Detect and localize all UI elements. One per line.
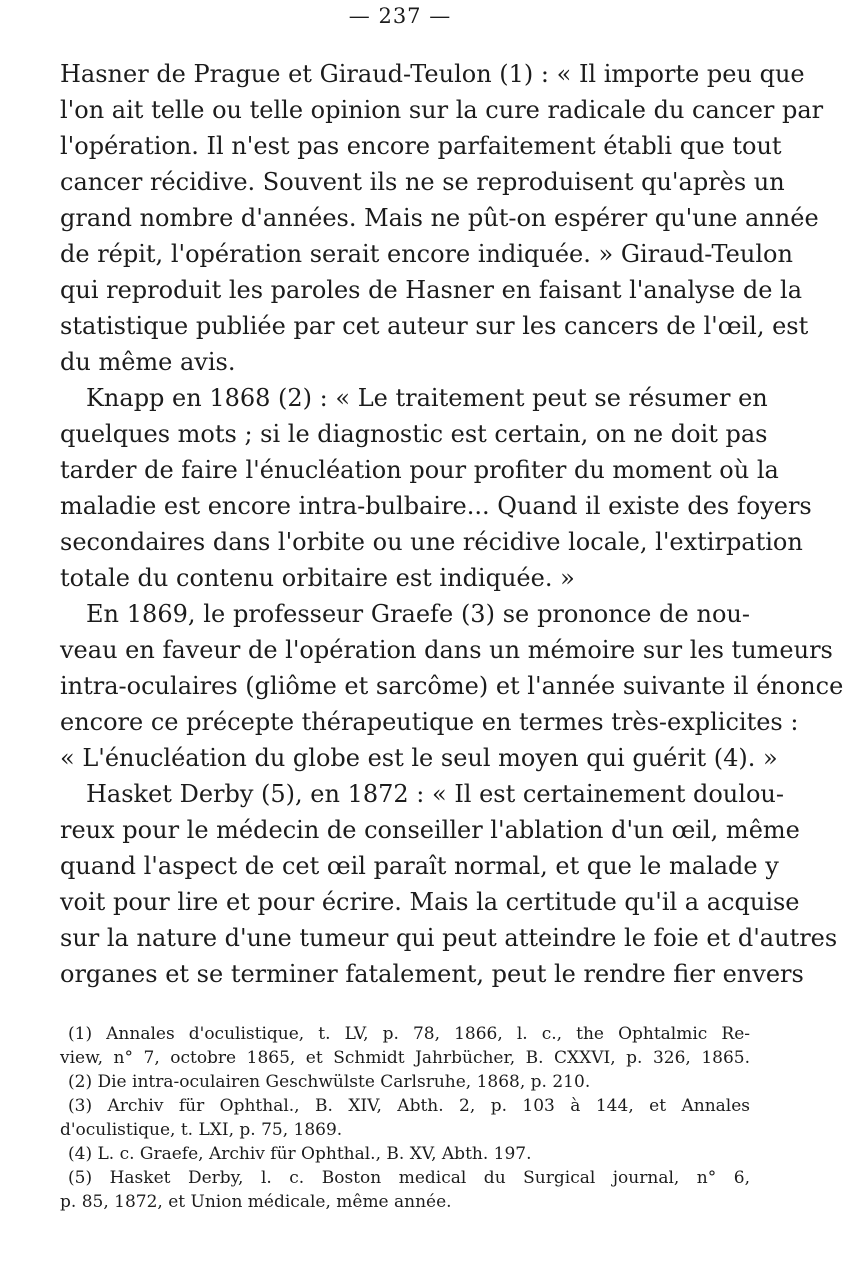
- text-line: « L'énucléation du globe est le seul moyen qui guérit (4). »: [60, 744, 778, 772]
- footnote-line: p. 85, 1872, et Union médicale, même année.: [60, 1192, 452, 1212]
- page-number: — 237 —: [348, 4, 452, 28]
- text-line: reux pour le médecin de conseiller l'ablation d'un œil, même: [60, 816, 800, 844]
- text-line: secondaires dans l'orbite ou une récidive locale, l'extirpation: [60, 528, 803, 556]
- text-line: encore ce précepte thérapeutique en termes très-explicites :: [60, 708, 799, 736]
- footnotes: [60, 1022, 750, 1214]
- footnote-line: (2) Die intra-oculairen Geschwülste Carlsruhe, 1868, p. 210.: [68, 1072, 591, 1092]
- text-line: l'opération. Il n'est pas encore parfaitement établi que tout: [60, 132, 782, 160]
- text-line: qui reproduit les paroles de Hasner en faisant l'analyse de la: [60, 276, 803, 304]
- body-text: [60, 56, 843, 992]
- footnote-line: d'oculistique, t. LXI, p. 75, 1869.: [60, 1120, 343, 1140]
- text-line: veau en faveur de l'opération dans un mémoire sur les tumeurs: [60, 636, 833, 664]
- text-line: intra-oculaires (gliôme et sarcôme) et l'année suivante il énonce: [60, 672, 843, 700]
- text-line: totale du contenu orbitaire est indiquée. »: [60, 564, 575, 592]
- footnote-line: (5) Hasket Derby, l. c. Boston medical du Surgical journal, n° 6,: [68, 1168, 750, 1188]
- text-line: grand nombre d'années. Mais ne pût-on espérer qu'une année: [60, 204, 819, 232]
- text-line: voit pour lire et pour écrire. Mais la certitude qu'il a acquise: [60, 888, 800, 916]
- text-line: Knapp en 1868 (2) : « Le traitement peut se résumer en: [86, 384, 768, 412]
- text-line: sur la nature d'une tumeur qui peut atteindre le foie et d'autres: [60, 924, 838, 952]
- footnote-line: (3) Archiv für Ophthal., B. XIV, Abth. 2, p. 103 à 144, et Annales: [68, 1096, 750, 1116]
- text-line: organes et se terminer fatalement, peut le rendre fier envers: [60, 960, 804, 988]
- text-line: de répit, l'opération serait encore indiquée. » Giraud-Teulon: [60, 240, 793, 268]
- text-line: quand l'aspect de cet œil paraît normal, et que le malade y: [60, 852, 779, 880]
- text-line: du même avis.: [60, 348, 236, 376]
- text-line: quelques mots ; si le diagnostic est certain, on ne doit pas: [60, 420, 768, 448]
- footnote-line: (4) L. c. Graefe, Archiv für Ophthal., B. XV, Abth. 197.: [68, 1144, 532, 1164]
- text-line: cancer récidive. Souvent ils ne se reproduisent qu'après un: [60, 168, 785, 196]
- text-line: Hasket Derby (5), en 1872 : « Il est certainement doulou-: [86, 780, 784, 808]
- text-line: tarder de faire l'énucléation pour profiter du moment où la: [60, 456, 779, 484]
- text-line: maladie est encore intra-bulbaire... Quand il existe des foyers: [60, 492, 812, 520]
- text-line: l'on ait telle ou telle opinion sur la cure radicale du cancer par: [60, 96, 824, 124]
- footnote-line: view, n° 7, octobre 1865, et Schmidt Jahrbücher, B. CXXVI, p. 326, 1865.: [60, 1048, 750, 1068]
- footnote-line: (1) Annales d'oculistique, t. LV, p. 78, 1866, l. c., the Ophtalmic Re-: [68, 1024, 750, 1044]
- text-line: Hasner de Prague et Giraud-Teulon (1) : « Il importe peu que: [60, 60, 805, 88]
- text-line: En 1869, le professeur Graefe (3) se prononce de nou-: [86, 600, 750, 628]
- text-line: statistique publiée par cet auteur sur les cancers de l'œil, est: [60, 312, 809, 340]
